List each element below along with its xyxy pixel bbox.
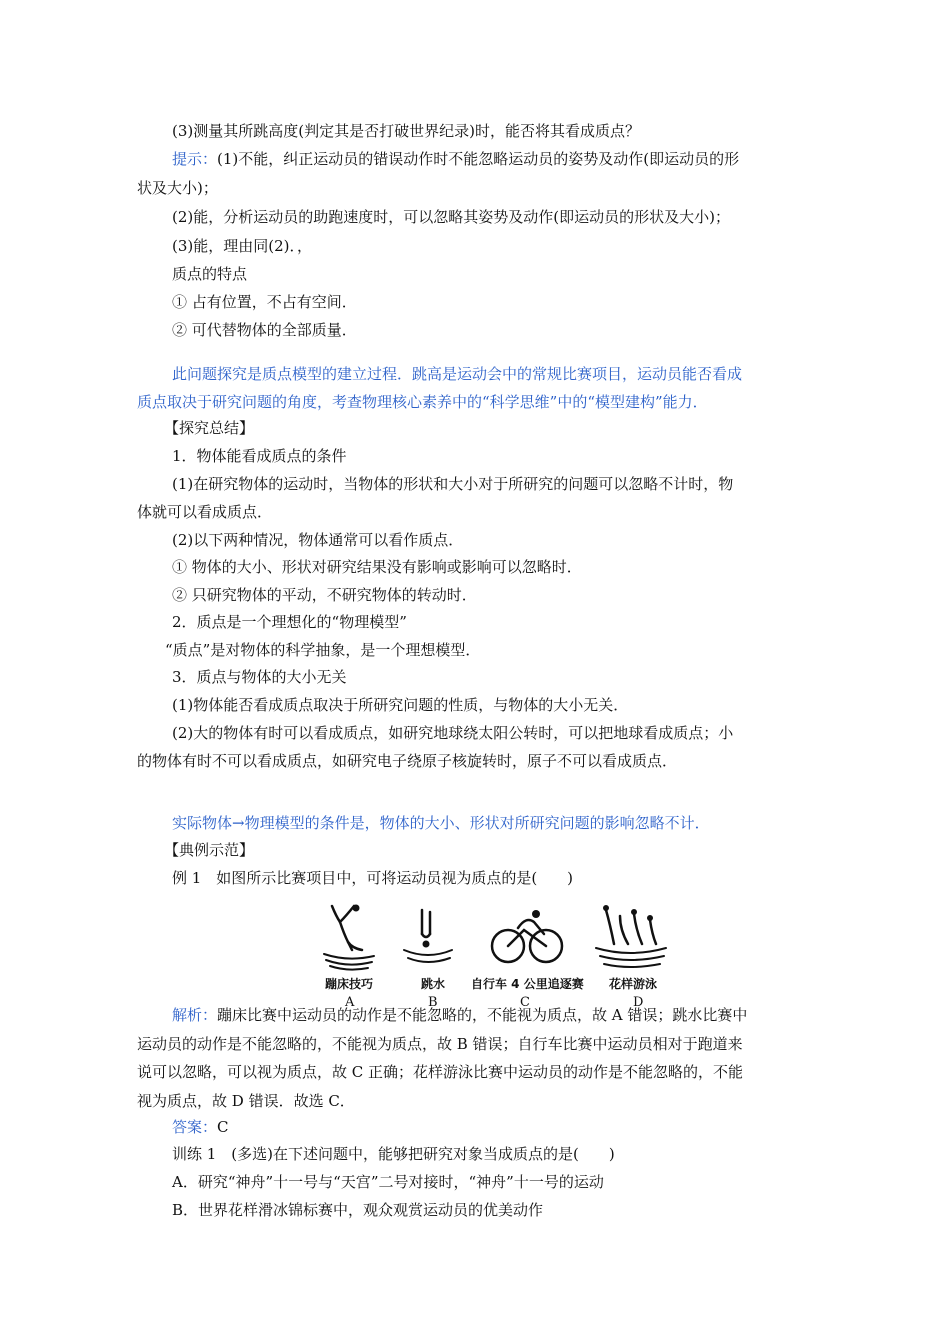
particle-feature-1: ① 占有位置，不占有空间． [172,293,357,311]
training-1-question: 训练 1 (多选)在下述问题中，能够把研究对象当成质点的是( ) [172,1145,615,1163]
training-1-option-b: B．世界花样滑冰锦标赛中，观众观赏运动员的优美动作 [172,1201,544,1219]
summary-item-2-text: “质点”是对物体的科学抽象，是一个理想模型． [165,641,481,659]
answer-label: 答案： [172,1118,218,1136]
hint-paragraph [172,149,739,169]
model-note: 实际物体→物理模型的条件是，物体的大小、形状对所研究问题的影响忽略不计． [172,814,710,832]
trampoline-drawing [324,905,374,970]
hint-text-4: (3)能，理由同(2)．， [172,237,312,255]
summary-item-1-text-3: (2)以下两种情况，物体通常可以看作质点． [172,531,464,549]
summary-item-2-title: 2．质点是一个理想化的“物理模型” [172,613,407,631]
analysis-text-4: 视为质点，故 D 错误．故选 C． [137,1092,355,1110]
letter-a: A [345,995,355,1010]
summary-item-1-case-2: ② 只研究物体的平动，不研究物体的转动时． [172,586,477,604]
answer-value: C [217,1118,229,1136]
summary-item-3-text-3: 的物体有时不可以看成质点，如研究电子绕原子核旋转时，原子不可以看成质点． [137,752,678,770]
summary-item-1-case-1: ① 物体的大小、形状对研究结果没有影响或影响可以忽略时． [172,558,582,576]
letter-d: D [633,995,644,1010]
summary-item-1-text-2: 体就可以看成质点． [137,503,273,521]
example-1-question: 例 1 如图所示比赛项目中，可将运动员视为质点的是( ) [172,869,574,887]
summary-heading: 【探究总结】 [164,419,255,437]
hint-text-2: 状及大小)； [137,179,218,197]
summary-item-3-text-1: (1)物体能否看成质点取决于所研究问题的性质，与物体的大小无关． [172,696,629,714]
note-paragraph-1: 此问题探究是质点模型的建立过程．跳高是运动会中的常规比赛项目，运动员能否看成 [172,365,743,383]
summary-item-1-text-1: (1)在研究物体的运动时，当物体的形状和大小对于所研究的问题可以忽略不计时，物 [172,475,734,493]
analysis-text-1: 蹦床比赛中运动员的动作是不能忽略的，不能视为质点，故 A 错误；跳水比赛中 [217,1006,748,1024]
caption-c: 自行车 4 公里追逐赛 [471,977,584,991]
training-1-option-a: A．研究“神舟”十一号与“天宫”二号对接时，“神舟”十一号的运动 [172,1173,604,1191]
hint-text-1: (1)不能，纠正运动员的错误动作时不能忽略运动员的姿势及动作(即运动员的形 [217,150,740,168]
summary-item-3-title: 3．质点与物体的大小无关 [172,668,347,686]
example-heading: 【典例示范】 [164,841,255,859]
caption-d: 花样游泳 [609,977,658,991]
hint-label: 提示： [172,150,218,168]
letter-b: B [428,995,438,1010]
note-paragraph-2: 质点取决于研究问题的角度，考查物理核心素养中的“科学思维”中的“模型建构”能力． [137,393,708,411]
hint-text-3: (2)能，分析运动员的助跑速度时，可以忽略其姿势及动作(即运动员的形状及大小)； [172,208,730,226]
analysis-text-2: 运动员的动作是不能忽略的，不能视为质点，故 B 错误；自行车比赛中运动员相对于跑道来 [137,1035,743,1053]
synchronized-swimming-drawing [596,905,666,967]
letter-c: C [520,995,530,1010]
diving-drawing [404,910,452,962]
summary-item-3-text-2: (2)大的物体有时可以看成质点，如研究地球绕太阳公转时，可以把地球看成质点；小 [172,724,734,742]
answer-line [172,1117,229,1137]
summary-item-1-title: 1．物体能看成质点的条件 [172,447,347,465]
cycling-drawing [492,910,562,962]
sports-figure-drawings [318,900,670,978]
caption-a: 蹦床技巧 [325,977,374,991]
analysis-label: 解析： [172,1006,218,1024]
particle-feature-2: ② 可代替物体的全部质量． [172,321,357,339]
analysis-text-3: 说可以忽略，可以视为质点，故 C 正确；花样游泳比赛中运动员的动作是不能忽略的，不能 [137,1063,744,1081]
question-3: (3)测量其所跳高度(判定其是否打破世界纪录)时，能否将其看成质点？ [172,122,640,140]
analysis-paragraph [172,1005,747,1025]
caption-b: 跳水 [421,977,446,991]
particle-features-title: 质点的特点 [172,265,248,283]
